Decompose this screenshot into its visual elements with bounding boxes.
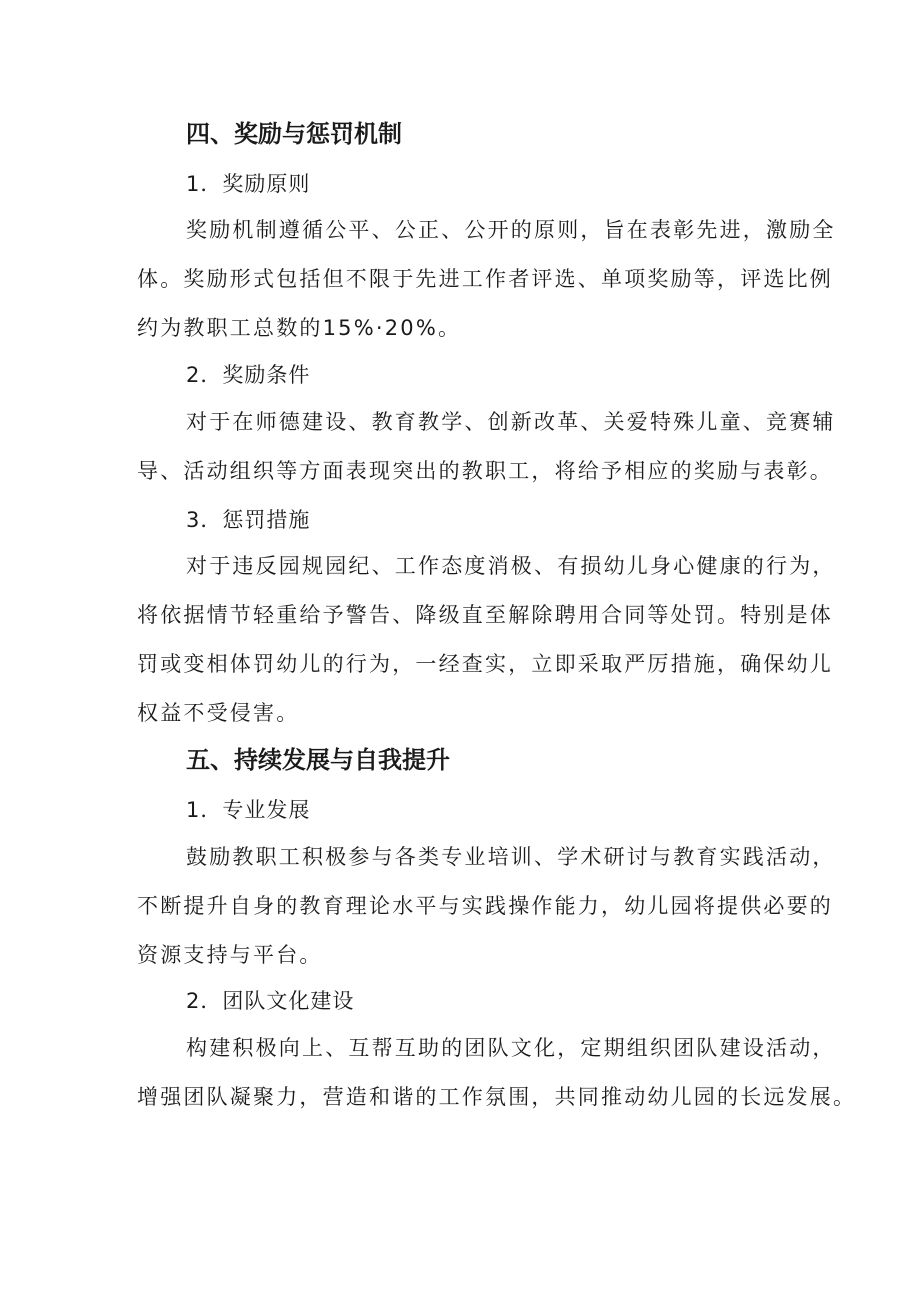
paragraph-line: 奖励机制遵循公平、公正、公开的原则，旨在表彰先进，激励全 [186,218,836,242]
subheading-team-culture: 2．团队文化建设 [186,989,355,1013]
paragraph-line: 约为教职工总数的15%·20%。 [137,316,462,340]
paragraph-line: 导、活动组织等方面表现突出的教职工，将给予相应的奖励与表彰。 [137,459,833,483]
section-heading-continuous-development: 五、持续发展与自我提升 [186,746,450,774]
paragraph-line: 体。奖励形式包括但不限于先进工作者评选、单项奖励等，评选比例 [137,267,833,291]
paragraph-line: 罚或变相体罚幼儿的行为，一经查实，立即采取严厉措施，确保幼儿 [137,652,833,676]
paragraph-line: 对于在师德建设、教育教学、创新改革、关爱特殊儿童、竞赛辅 [186,410,836,434]
paragraph-line: 鼓励教职工积极参与各类专业培训、学术研讨与教育实践活动， [186,845,836,869]
paragraph-line: 增强团队凝聚力，营造和谐的工作氛围，共同推动幼儿园的长远发展。 [137,1085,857,1109]
paragraph-line: 对于违反园规园纪、工作态度消极、有损幼儿身心健康的行为， [186,554,836,578]
paragraph-line: 将依据情节轻重给予警告、降级直至解除聘用合同等处罚。特别是体 [137,603,833,627]
paragraph-line: 不断提升自身的教育理论水平与实践操作能力，幼儿园将提供必要的 [137,894,833,918]
subheading-reward-conditions: 2．奖励条件 [186,363,311,387]
subheading-reward-principles: 1．奖励原则 [186,172,311,196]
paragraph-line: 构建积极向上、互帮互助的团队文化，定期组织团队建设活动， [186,1036,836,1060]
subheading-professional-development: 1．专业发展 [186,798,311,822]
paragraph-line: 权益不受侵害。 [137,701,300,725]
subheading-penalty-measures: 3．惩罚措施 [186,508,311,532]
section-heading-rewards-penalties: 四、奖励与惩罚机制 [186,120,402,148]
paragraph-line: 资源支持与平台。 [137,943,323,967]
